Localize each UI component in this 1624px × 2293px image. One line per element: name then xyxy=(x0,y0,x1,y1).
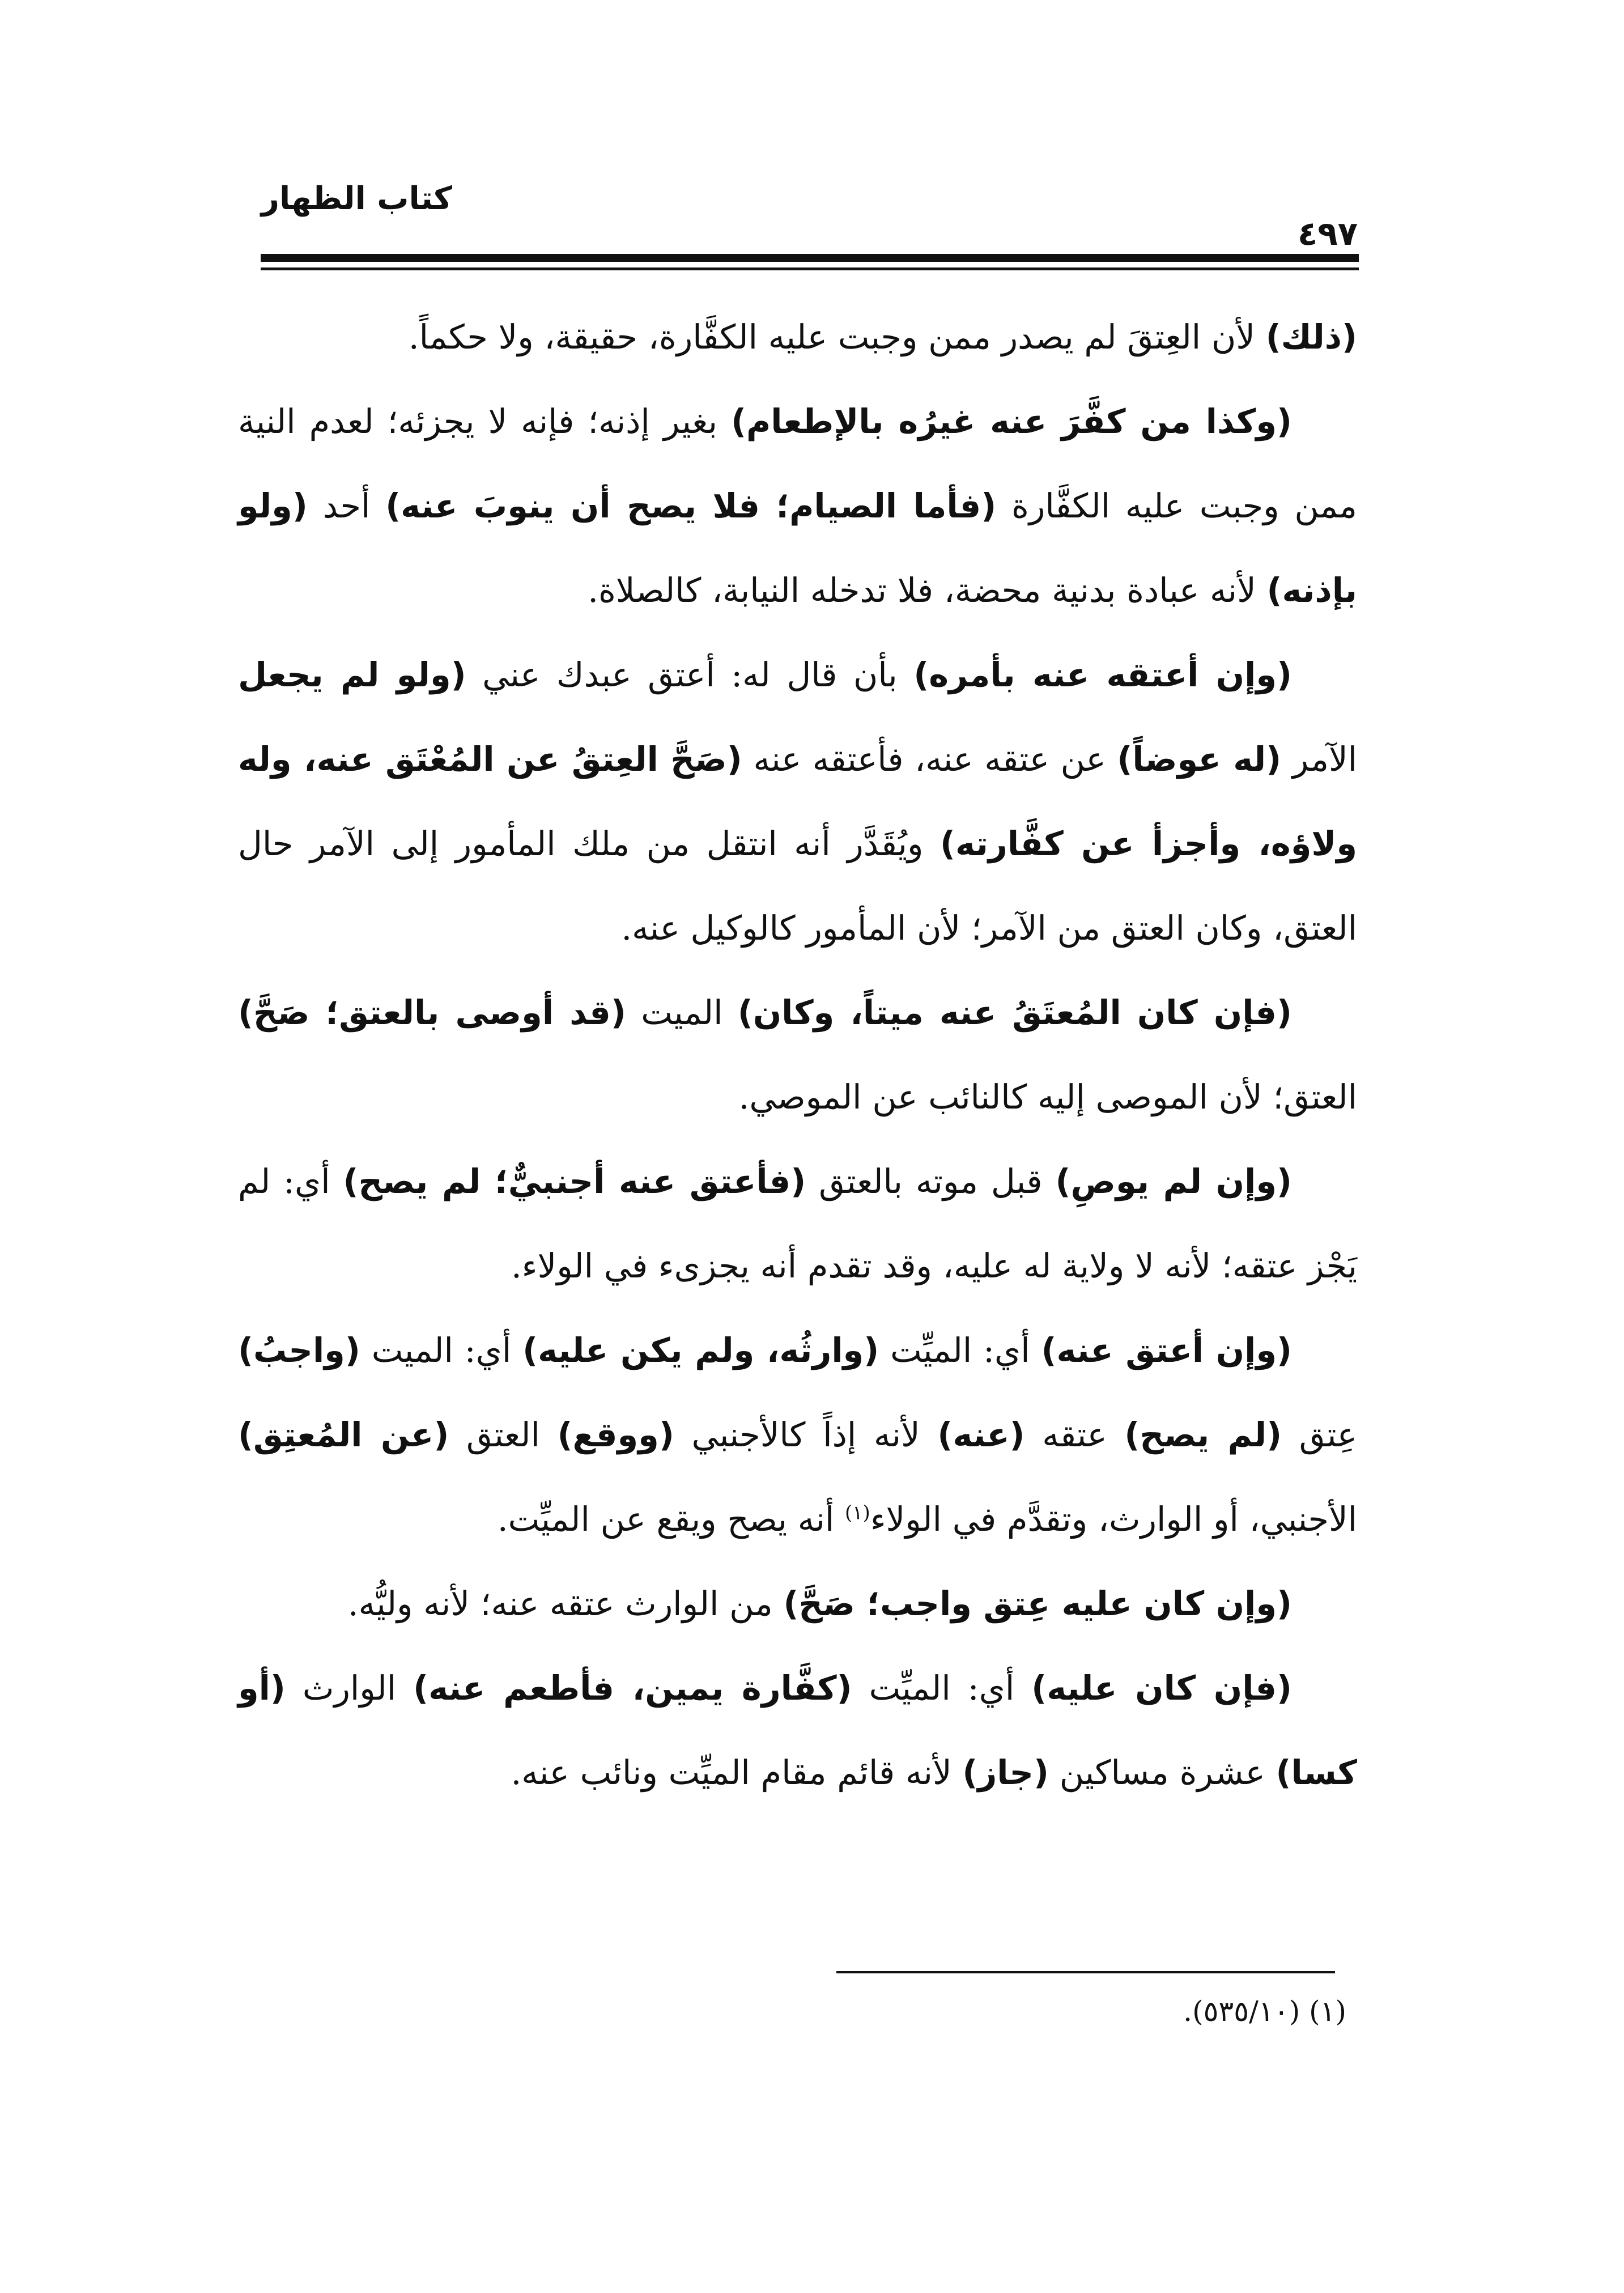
matn-text: (جاز) xyxy=(962,1753,1049,1792)
page-number: ٤٩٧ xyxy=(1298,214,1358,253)
matn-text: (فأما الصيام؛ فلا يصح أن ينوبَ عنه) xyxy=(385,486,997,525)
matn-text: (ولو بإذنه) xyxy=(238,486,1357,610)
matn-text: (وإن أعتقه عنه بأمره) xyxy=(913,655,1292,694)
sharh-text: أحد xyxy=(307,486,386,525)
footnote-rule xyxy=(836,1971,1335,1973)
matn-text: (قد أوصى بالعتق؛ صَحَّ) xyxy=(238,993,626,1032)
sharh-text: العتق xyxy=(449,1415,558,1454)
body-text xyxy=(238,295,1357,1815)
sharh-text: لأن العِتقَ لم يصدر ممن وجبت عليه الكفَّارة، حقيقة، ولا حكماً. xyxy=(408,317,1266,356)
sharh-text: أنه يصح ويقع عن الميِّت. xyxy=(497,1500,845,1539)
sharh-text: عتقه xyxy=(1024,1415,1125,1454)
matn-text: (له عوضاً) xyxy=(1117,740,1282,779)
matn-text: (عن المُعتِق) xyxy=(238,1415,449,1454)
sharh-text: عن عتقه عنه، فأعتقه عنه xyxy=(742,740,1117,779)
paragraph xyxy=(238,1561,1357,1646)
matn-text: (كفَّارة يمين، فأطعم عنه) xyxy=(413,1668,852,1708)
sharh-text: أي: الميِّت xyxy=(879,1331,1041,1370)
paragraph xyxy=(238,1646,1357,1815)
paragraph xyxy=(238,632,1357,970)
sharh-text: ويُقَدَّر أنه انتقل من ملك المأمور إلى الآمر حال العتق، وكان العتق من الآمر؛ لأن المأمور كالوكيل عنه. xyxy=(238,824,1357,948)
matn-text: (وارثُه، ولم يكن عليه) xyxy=(522,1331,879,1370)
sharh-text: أي: الميت xyxy=(360,1331,523,1370)
sharh-text: عِتق xyxy=(1282,1415,1358,1454)
matn-text: (فأعتق عنه أجنبيٌّ؛ لم يصح) xyxy=(343,1162,806,1201)
matn-text: (فإن كان المُعتَقُ عنه ميتاً، وكان) xyxy=(737,993,1292,1032)
footnote-ref: (١) xyxy=(845,1501,870,1525)
matn-text: (صَحَّ العِتقُ عن المُعْتَق عنه، وله ولاؤه، وأجزأ عن كفَّارته) xyxy=(238,740,1357,863)
sharh-text: العتق؛ لأن الموصى إليه كالنائب عن الموصي. xyxy=(738,1077,1357,1116)
sharh-text: أي: لم يَجْز عتقه؛ لأنه لا ولاية له عليه، وقد تقدم أنه يجزىء في الولاء. xyxy=(238,1162,1357,1285)
matn-text: (لم يصح) xyxy=(1124,1415,1282,1454)
matn-text: (عنه) xyxy=(937,1415,1025,1454)
sharh-text: الوارث xyxy=(285,1668,414,1708)
sharh-text: أي: الميِّت xyxy=(852,1668,1032,1708)
sharh-text: من الوارث عتقه عنه؛ لأنه وليُّه. xyxy=(347,1584,784,1623)
sharh-text: بأن قال له: أعتق عبدك عني xyxy=(466,655,914,694)
paragraph xyxy=(238,1139,1357,1308)
matn-text: (ذلك) xyxy=(1265,317,1357,356)
sharh-text: الآمر xyxy=(1281,740,1358,779)
matn-text: (وإن أعتق عنه) xyxy=(1041,1331,1293,1370)
matn-text: (وإن لم يوصِ) xyxy=(1055,1162,1293,1201)
paragraph xyxy=(238,379,1357,632)
sharh-text: لأنه قائم مقام الميِّت ونائب عنه. xyxy=(511,1753,963,1792)
footnote: (١) (٥٣٥/١٠). xyxy=(1183,1995,1346,2028)
header-rule-thick xyxy=(261,254,1359,262)
sharh-text: عشرة مساكين xyxy=(1048,1753,1276,1792)
header-rule-thin xyxy=(261,267,1359,270)
paragraph xyxy=(238,295,1357,379)
matn-text: (واجبُ) xyxy=(238,1331,360,1370)
sharh-text: الأجنبي، أو الوارث، وتقدَّم في الولاء xyxy=(870,1500,1357,1539)
sharh-text: الميت xyxy=(626,993,738,1032)
sharh-text: لأنه إذاً كالأجنبي xyxy=(674,1415,938,1454)
matn-text: (ولو لم يجعل xyxy=(238,655,466,694)
matn-text: (فإن كان عليه) xyxy=(1031,1668,1292,1708)
sharh-text: لأنه عبادة بدنية محضة، فلا تدخله النيابة، كالصلاة. xyxy=(588,571,1267,610)
matn-text: (وإن كان عليه عِتق واجب؛ صَحَّ) xyxy=(783,1584,1292,1623)
paragraph xyxy=(238,1308,1357,1561)
running-header-title: كتاب الظهار xyxy=(261,180,452,217)
matn-text: (ووقع) xyxy=(557,1415,674,1454)
matn-text: (أو كسا) xyxy=(238,1668,1357,1792)
sharh-text: قبل موته بالعتق xyxy=(806,1162,1056,1201)
paragraph xyxy=(238,970,1357,1139)
sharh-text: بغير إذنه؛ فإنه لا يجزئه؛ لعدم النية ممن وجبت عليه الكفَّارة xyxy=(238,402,1358,525)
matn-text: (وكذا من كفَّرَ عنه غيرُه بالإطعام) xyxy=(731,402,1292,441)
